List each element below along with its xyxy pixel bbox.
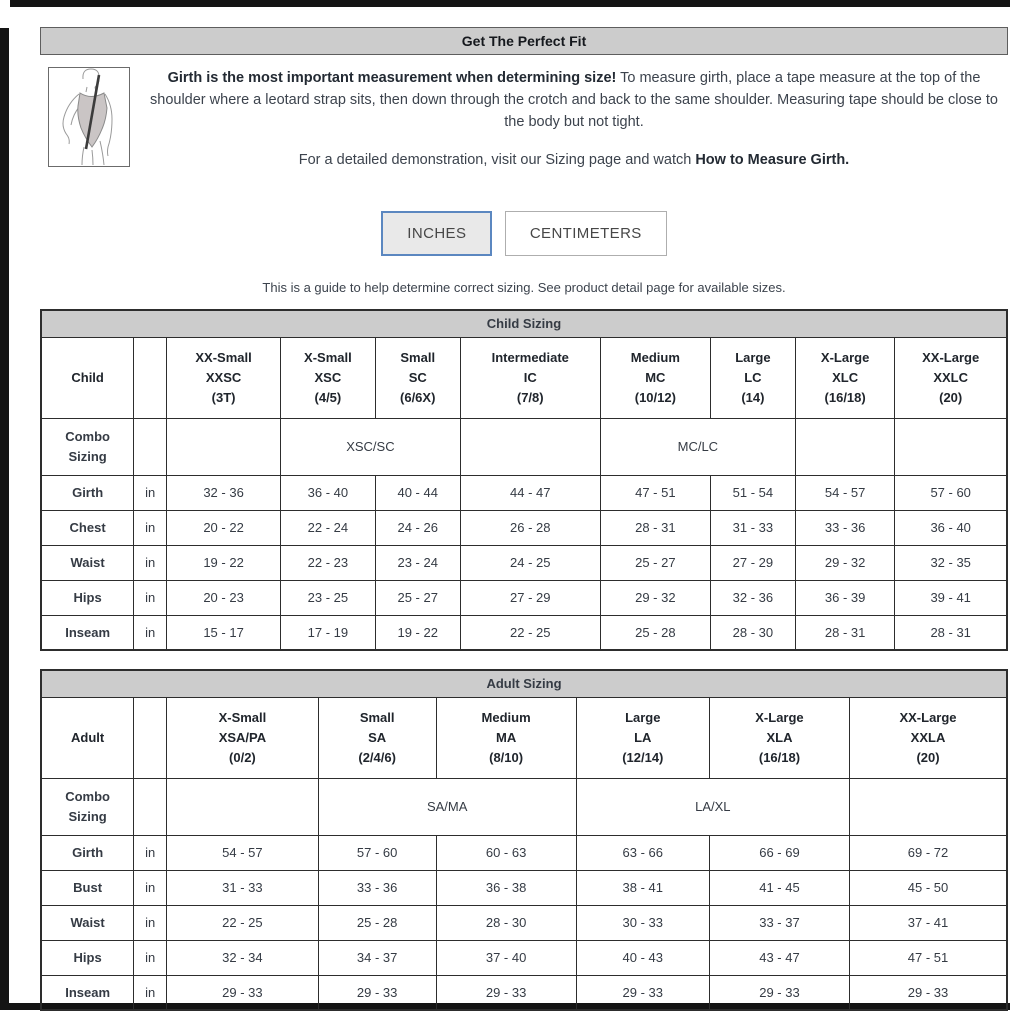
- size-numbers: (7/8): [516, 389, 544, 405]
- size-code: LC: [744, 369, 762, 385]
- size-code: MC: [645, 369, 666, 385]
- size-name: X-Small: [304, 349, 352, 365]
- frame-top-bar: [10, 0, 1010, 7]
- value-cell: 57 - 60: [895, 475, 1007, 510]
- combo-label-line: Combo: [65, 428, 110, 444]
- value-cell: 30 - 33: [576, 905, 709, 940]
- unit-toggle: [40, 211, 1008, 256]
- value-cell: 54 - 57: [795, 475, 894, 510]
- value-cell: 29 - 33: [576, 975, 709, 1010]
- combo-label-line: Sizing: [68, 448, 107, 464]
- value-cell: 47 - 51: [850, 940, 1008, 975]
- size-column-header: [850, 697, 1008, 778]
- unit-cell: in: [134, 905, 167, 940]
- size-code: SA: [368, 729, 387, 745]
- value-cell: 29 - 33: [167, 975, 319, 1010]
- value-cell: 33 - 36: [318, 870, 436, 905]
- row-label-cell: Hips: [41, 580, 134, 615]
- value-cell: 37 - 41: [850, 905, 1008, 940]
- row-label-cell: [41, 418, 134, 475]
- value-cell: 47 - 51: [600, 475, 710, 510]
- combo-group-cell: [167, 418, 281, 475]
- size-numbers: (16/18): [758, 749, 801, 765]
- size-header-row: [41, 337, 1007, 418]
- unit-cell: in: [134, 615, 167, 650]
- combo-group-cell: [167, 778, 319, 835]
- value-cell: 60 - 63: [436, 835, 576, 870]
- combo-sizing-row: [41, 418, 1007, 475]
- combo-group-cell: [460, 418, 600, 475]
- size-numbers: (10/12): [634, 389, 676, 405]
- value-cell: 54 - 57: [167, 835, 319, 870]
- combo-group-cell: LA/XL: [576, 778, 849, 835]
- value-cell: 32 - 34: [167, 940, 319, 975]
- value-cell: 28 - 31: [600, 510, 710, 545]
- size-name: X-Large: [755, 709, 804, 725]
- value-cell: 31 - 33: [710, 510, 795, 545]
- value-cell: 28 - 31: [795, 615, 894, 650]
- size-name: Large: [735, 349, 771, 365]
- size-code: IC: [523, 369, 537, 385]
- value-cell: 24 - 25: [460, 545, 600, 580]
- value-cell: 38 - 41: [576, 870, 709, 905]
- value-cell: 19 - 22: [375, 615, 460, 650]
- value-cell: 29 - 33: [436, 975, 576, 1010]
- measurement-row: [41, 940, 1007, 975]
- page-title: Get The Perfect Fit: [40, 27, 1008, 55]
- value-cell: 27 - 29: [710, 545, 795, 580]
- value-cell: 31 - 33: [167, 870, 319, 905]
- size-numbers: (8/10): [489, 749, 524, 765]
- value-cell: 25 - 27: [600, 545, 710, 580]
- size-column-header: [167, 337, 281, 418]
- value-cell: 33 - 36: [795, 510, 894, 545]
- unit-cell: in: [134, 940, 167, 975]
- combo-group-cell: [795, 418, 894, 475]
- size-name: Small: [359, 709, 395, 725]
- value-cell: 22 - 23: [281, 545, 376, 580]
- row-label-cell: Chest: [41, 510, 134, 545]
- size-column-header: [167, 697, 319, 778]
- size-numbers: (2/4/6): [358, 749, 396, 765]
- value-cell: 15 - 17: [167, 615, 281, 650]
- size-code: XLA: [766, 729, 793, 745]
- value-cell: 27 - 29: [460, 580, 600, 615]
- sizing-note: This is a guide to help determine correct sizing. See product detail page for available sizes.: [262, 280, 786, 295]
- value-cell: 63 - 66: [576, 835, 709, 870]
- size-code: LA: [634, 729, 652, 745]
- row-label-cell: Girth: [41, 475, 134, 510]
- row-label-cell: Girth: [41, 835, 134, 870]
- size-name: XX-Small: [195, 349, 252, 365]
- size-name: Medium: [481, 709, 531, 725]
- size-name: XX-Large: [899, 709, 957, 725]
- size-column-header: [709, 697, 849, 778]
- size-name: XX-Large: [922, 349, 980, 365]
- row-label-cell: Inseam: [41, 975, 134, 1010]
- value-cell: 25 - 28: [318, 905, 436, 940]
- unit-header-cell: [134, 337, 167, 418]
- value-cell: 25 - 27: [375, 580, 460, 615]
- value-cell: 39 - 41: [895, 580, 1007, 615]
- size-name: Medium: [630, 349, 680, 365]
- unit-cell: in: [134, 580, 167, 615]
- value-cell: 43 - 47: [709, 940, 849, 975]
- value-cell: 28 - 30: [710, 615, 795, 650]
- row-label-cell: Waist: [41, 905, 134, 940]
- size-code: XLC: [832, 369, 859, 385]
- table-title-row: [41, 310, 1007, 337]
- value-cell: 40 - 44: [375, 475, 460, 510]
- unit-cell: in: [134, 835, 167, 870]
- value-cell: 32 - 35: [895, 545, 1007, 580]
- value-cell: 20 - 23: [167, 580, 281, 615]
- value-cell: 24 - 26: [375, 510, 460, 545]
- value-cell: 66 - 69: [709, 835, 849, 870]
- value-cell: 26 - 28: [460, 510, 600, 545]
- size-name: Large: [625, 709, 661, 725]
- size-column-header: [576, 697, 709, 778]
- size-code: XSA/PA: [218, 729, 267, 745]
- value-cell: 17 - 19: [281, 615, 376, 650]
- value-cell: 25 - 28: [600, 615, 710, 650]
- table-title-row: [41, 670, 1007, 697]
- unit-cell: in: [134, 975, 167, 1010]
- value-cell: 20 - 22: [167, 510, 281, 545]
- demo-line: [140, 149, 1008, 171]
- unit-cell: in: [134, 475, 167, 510]
- leotard-girth-diagram: [48, 67, 130, 167]
- measurement-row: [41, 905, 1007, 940]
- size-column-header: [895, 337, 1007, 418]
- measurement-row: [41, 580, 1007, 615]
- centimeters-button[interactable]: CENTIMETERS: [505, 211, 667, 256]
- size-code: MA: [496, 729, 517, 745]
- measurement-row: [41, 475, 1007, 510]
- size-name: Small: [400, 349, 436, 365]
- size-column-header: [281, 337, 376, 418]
- size-column-header: [710, 337, 795, 418]
- value-cell: 69 - 72: [850, 835, 1008, 870]
- size-name: X-Small: [218, 709, 267, 725]
- demo-bold: How to Measure Girth.: [695, 152, 850, 168]
- measurement-row: [41, 870, 1007, 905]
- value-cell: 29 - 33: [850, 975, 1008, 1010]
- value-cell: 29 - 32: [795, 545, 894, 580]
- child-sizing-table: [40, 309, 1008, 651]
- inches-button[interactable]: INCHES: [381, 211, 492, 256]
- size-numbers: (6/6X): [400, 389, 436, 405]
- size-code: XXLA: [910, 729, 946, 745]
- size-numbers: (4/5): [314, 389, 342, 405]
- size-numbers: (3T): [211, 389, 236, 405]
- value-cell: 36 - 40: [895, 510, 1007, 545]
- value-cell: 57 - 60: [318, 835, 436, 870]
- row-label-cell: [41, 778, 134, 835]
- value-cell: 32 - 36: [710, 580, 795, 615]
- size-header-row: [41, 697, 1007, 778]
- leotard-figure-icon: [49, 68, 129, 166]
- unit-cell: [134, 778, 167, 835]
- value-cell: 40 - 43: [576, 940, 709, 975]
- size-numbers: (20): [939, 389, 963, 405]
- value-cell: 33 - 37: [709, 905, 849, 940]
- size-numbers: (16/18): [824, 389, 866, 405]
- value-cell: 22 - 25: [167, 905, 319, 940]
- intro-bold-lead: Girth is the most important measurement when determining size!: [167, 70, 617, 86]
- size-code: SC: [408, 369, 427, 385]
- value-cell: 29 - 32: [600, 580, 710, 615]
- intro-text-column: [130, 67, 1008, 171]
- row-label-cell: Bust: [41, 870, 134, 905]
- size-column-header: [318, 697, 436, 778]
- value-cell: 51 - 54: [710, 475, 795, 510]
- value-cell: 28 - 31: [895, 615, 1007, 650]
- combo-group-cell: MC/LC: [600, 418, 795, 475]
- value-cell: 32 - 36: [167, 475, 281, 510]
- measurement-row: [41, 545, 1007, 580]
- combo-group-cell: [850, 778, 1008, 835]
- value-cell: 22 - 24: [281, 510, 376, 545]
- measurement-row: [41, 835, 1007, 870]
- row-label-cell: Hips: [41, 940, 134, 975]
- size-code: XXSC: [205, 369, 242, 385]
- fit-guide-page: [40, 27, 1008, 1011]
- combo-sizing-row: [41, 778, 1007, 835]
- size-column-header: [795, 337, 894, 418]
- combo-label-line: Sizing: [68, 808, 107, 824]
- size-code: XSC: [314, 369, 342, 385]
- size-column-header: [436, 697, 576, 778]
- measurement-row: [41, 975, 1007, 1010]
- measurement-row: [41, 510, 1007, 545]
- size-name: X-Large: [820, 349, 870, 365]
- value-cell: 29 - 33: [709, 975, 849, 1010]
- size-name: Intermediate: [491, 349, 569, 365]
- size-column-header: [600, 337, 710, 418]
- table-title: Child Sizing: [41, 310, 1007, 337]
- value-cell: 23 - 25: [281, 580, 376, 615]
- adult-sizing-table: [40, 669, 1008, 1011]
- unit-cell: in: [134, 510, 167, 545]
- value-cell: 22 - 25: [460, 615, 600, 650]
- row-label-cell: Inseam: [41, 615, 134, 650]
- unit-cell: [134, 418, 167, 475]
- combo-group-cell: SA/MA: [318, 778, 576, 835]
- size-code: XXLC: [933, 369, 969, 385]
- demo-prefix: For a detailed demonstration, visit our Sizing page and watch: [298, 152, 696, 168]
- unit-cell: in: [134, 870, 167, 905]
- value-cell: 34 - 37: [318, 940, 436, 975]
- intro-section: [40, 67, 1008, 171]
- corner-label-cell: Child: [41, 337, 134, 418]
- intro-body-text: To measure girth, place a tape measure at the top of the shoulder where a leotard strap sits, then down through the crotch and back to the same shoulder. Measuring tape should be close to the body but not tight.: [150, 70, 998, 130]
- size-numbers: (12/14): [622, 749, 664, 765]
- table-title: Adult Sizing: [41, 670, 1007, 697]
- combo-group-cell: [895, 418, 1007, 475]
- value-cell: 41 - 45: [709, 870, 849, 905]
- size-numbers: (20): [916, 749, 940, 765]
- measurement-row: [41, 615, 1007, 650]
- row-label-cell: Waist: [41, 545, 134, 580]
- value-cell: 45 - 50: [850, 870, 1008, 905]
- value-cell: 23 - 24: [375, 545, 460, 580]
- size-column-header: [460, 337, 600, 418]
- value-cell: 28 - 30: [436, 905, 576, 940]
- unit-cell: in: [134, 545, 167, 580]
- intro-paragraph: [140, 67, 1008, 133]
- value-cell: 37 - 40: [436, 940, 576, 975]
- size-numbers: (0/2): [229, 749, 256, 765]
- size-numbers: (14): [741, 389, 765, 405]
- unit-header-cell: [134, 697, 167, 778]
- size-column-header: [375, 337, 460, 418]
- combo-group-cell: XSC/SC: [281, 418, 461, 475]
- value-cell: 29 - 33: [318, 975, 436, 1010]
- value-cell: 19 - 22: [167, 545, 281, 580]
- frame-left-bar: [0, 28, 9, 1010]
- value-cell: 44 - 47: [460, 475, 600, 510]
- combo-label-line: Combo: [65, 788, 110, 804]
- value-cell: 36 - 38: [436, 870, 576, 905]
- corner-label-cell: Adult: [41, 697, 134, 778]
- value-cell: 36 - 40: [281, 475, 376, 510]
- value-cell: 36 - 39: [795, 580, 894, 615]
